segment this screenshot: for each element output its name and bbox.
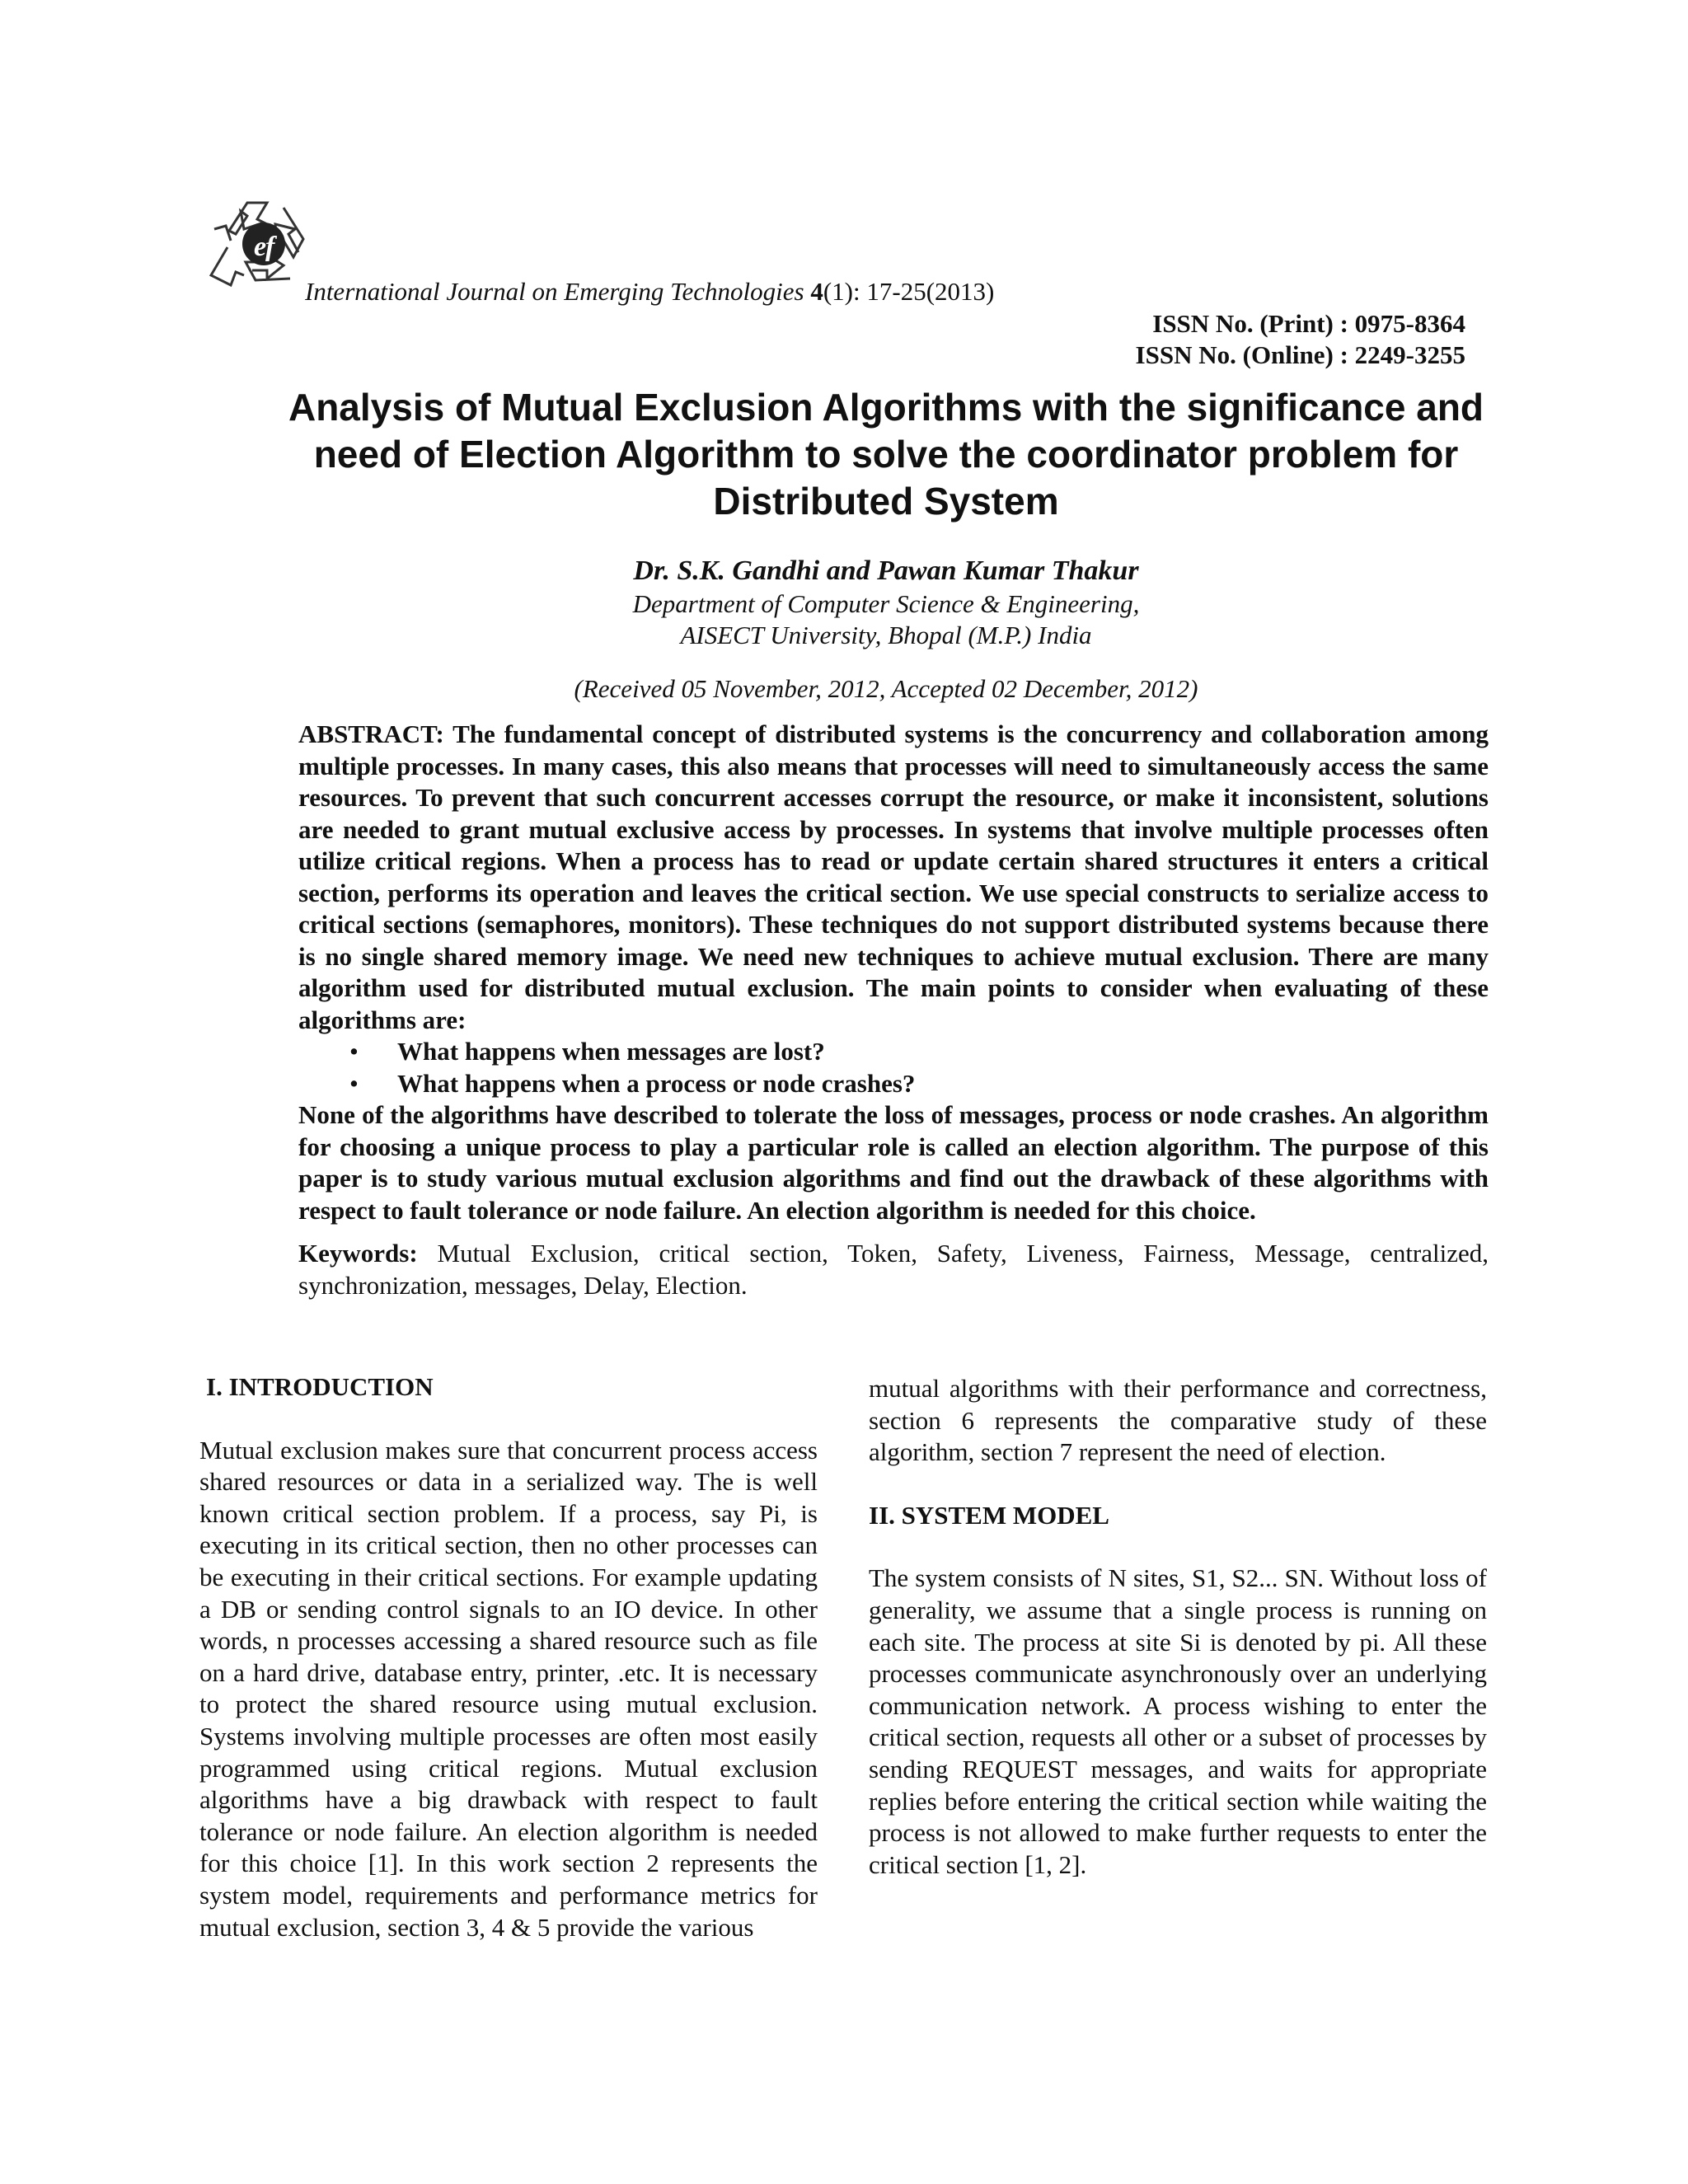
abstract [298,719,1489,1301]
abstract-bullet: • What happens when a process or node crashes? [397,1068,1489,1100]
journal-name: International Journal on Emerging Technologies [305,277,804,306]
journal-volume: 4 [810,277,823,306]
abstract-bullet: • What happens when messages are lost? [397,1036,1489,1068]
keywords-text: Mutual Exclusion, critical section, Token, Safety, Liveness, Fairness, Message, centralized, synchronization, messages, Delay, Election. [298,1239,1489,1300]
issn-block [1136,308,1465,371]
received-dates: (Received 05 November, 2012, Accepted 02 December, 2012) [574,674,1198,703]
svg-text:f: f [265,232,275,262]
issn-online: ISSN No. (Online) : 2249-3255 [1135,340,1465,369]
keywords [298,1238,1489,1301]
recycle-ef-logo-icon [198,193,321,300]
university: AISECT University, Bhopal (M.P.) India [680,621,1092,649]
section-heading-introduction: I. INTRODUCTION [206,1372,434,1401]
journal-citation [305,277,994,307]
paper-title: Analysis of Mutual Exclusion Algorithms with the significance and need of Election Algorithm to solve the coordinator problem for Distributed System [288,386,1484,523]
journal-issue-pages: (1): 17-25(2013) [823,277,995,306]
issn-print: ISSN No. (Print) : 0975-8364 [1152,309,1465,338]
section-heading-system-model: II. SYSTEM MODEL [869,1500,1109,1530]
system-model-text: The system consists of N sites, S1, S2... SN. Without loss of generality, we assume that a single process is running on each site. The process at site Si is denoted by pi. All these processes communicate asynchronously over an underlying communication network. A process wishing to enter the critical section, requests all other or a subset of processes by sending REQUEST messages, and waits for appropriate replies before entering the critical section while waiting the process is not allowed to make further requests to enter the critical section [1, 2]. [869,1563,1487,1879]
introduction-text: Mutual exclusion makes sure that concurrent process access shared resources or data in a serialized way. The is well known critical section problem. If a process, say Pi, is executing in its critical section, then no other processes can be executing in their critical sections. For example updating a DB or sending control signals to an IO device. In other words, n processes accessing a shared resource such as file on a hard drive, database entry, printer, .etc. It is necessary to protect the shared resource using mutual exclusion. Systems involving multiple processes are often most easily programmed using critical regions. Mutual exclusion algorithms have a big drawback with respect to fault tolerance or node failure. An election algorithm is needed for this choice [1]. In this work section 2 represents the system model, requirements and performance metrics for mutual exclusion, section 3, 4 & 5 provide the various [199,1435,818,1942]
byline [247,554,1525,705]
abstract-bullet-list [298,1036,1489,1099]
introduction-continued-text: mutual algorithms with their performance and correctness, section 6 represents the comparative study of these algorithm, section 7 represent the need of election. [869,1374,1487,1467]
right-column [869,1373,1487,1881]
authors: Dr. S.K. Gandhi and Pawan Kumar Thakur [633,555,1139,586]
keywords-label: Keywords: [298,1239,418,1268]
svg-text:e: e [254,232,267,262]
left-column [199,1371,818,1943]
abstract-paragraph-1: ABSTRACT: The fundamental concept of distributed systems is the concurrency and collaboration among multiple processes. In many cases, this also means that processes will need to simultaneously access the same resources. To prevent that such concurrent accesses corrupt the resource, or make it inconsistent, solutions are needed to grant mutual exclusive access by processes. In systems that involve multiple processes often utilize critical regions. When a process has to read or update certain shared structures it enters a critical section, performs its operation and leaves the critical section. We use special constructs to serialize access to critical sections (semaphores, monitors). These techniques do not support distributed systems because there is no single shared memory image. We need new techniques to achieve mutual exclusion. There are many algorithm used for distributed mutual exclusion. The main points to consider when evaluating of these algorithms are: [298,719,1489,1034]
abstract-paragraph-2: None of the algorithms have described to tolerate the loss of messages, process or node crashes. An algorithm for choosing a unique process to play a particular role is called an election algorithm. The purpose of this paper is to study various mutual exclusion algorithms and find out the drawback of these algorithms with respect to fault tolerance or node failure. An election algorithm is needed for this choice. [298,1100,1489,1225]
department: Department of Computer Science & Engineering, [632,589,1140,618]
